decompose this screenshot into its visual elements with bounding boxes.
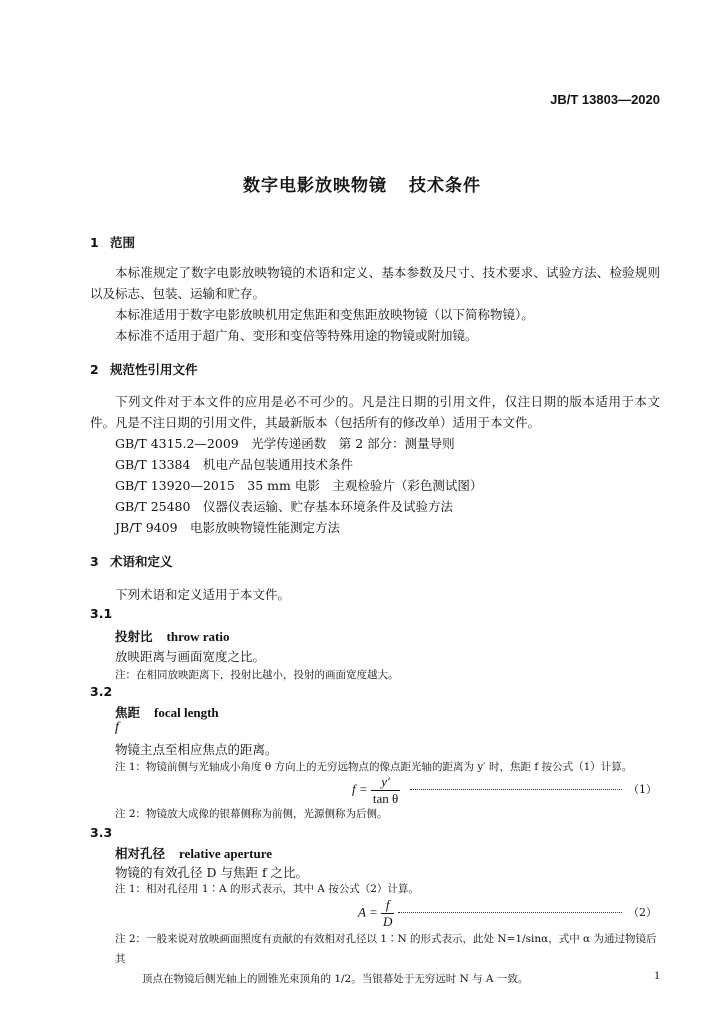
reference-item: GB/T 13384 机电产品包装通用技术条件: [115, 457, 353, 472]
formula-1: f = $\frac{y'}{\text{tan θ}}$: [352, 774, 399, 806]
standard-code: JB/T 13803—2020: [550, 92, 660, 107]
term-3-2-note-1: 注 1：物镜前侧与光轴成小角度 θ 方向上的无穷远物点的像点距光轴的距离为 y′ 时，焦距 f 按公式（1）计算。: [115, 761, 633, 773]
term-3-3-title: 相对孔径 relative aperture: [115, 846, 273, 861]
term-3-3-note-1: 注 1：相对孔径用 1∶A 的形式表示，其中 A 按公式（2）计算。: [115, 883, 419, 895]
section-1-paragraph-1: 本标准规定了数字电影放映物镜的术语和定义、基本参数及尺寸、技术要求、试验方法、检验规则以及标志、包装、运输和贮存。: [90, 265, 660, 301]
term-3-2-note-2: 注 2：物镜放大成像的银幕侧称为前侧，光源侧称为后侧。: [115, 808, 388, 820]
title-part-1: 数字电影放映物镜: [243, 176, 387, 196]
page-number: 1: [654, 968, 660, 982]
equation-number-1: （1）: [628, 783, 657, 796]
reference-item: GB/T 13920—2015 35 mm 电影 主观检验片（彩色测试图）: [115, 478, 483, 493]
title-part-2: 技术条件: [409, 176, 481, 196]
term-3-3-definition: 物镜的有效孔径 D 与焦距 f 之比。: [115, 865, 309, 880]
section-1-paragraph-2: 本标准适用于数字电影放映机用定焦距和变焦距放映物镜（以下简称物镜）。: [115, 307, 534, 322]
section-2-paragraph-1: 下列文件对于本文件的应用是必不可少的。凡是注日期的引用文件，仅注日期的版本适用于本文件。凡是不注日期的引用文件，其最新版本（包括所有的修改单）适用于本文件。: [90, 394, 660, 430]
section-1-paragraph-3: 本标准不适用于超广角、变形和变倍等特殊用途的物镜或附加镜。: [115, 328, 478, 343]
document-title: [0, 171, 724, 196]
section-1-heading: 1 范围: [90, 235, 136, 250]
term-3-2-symbol: f: [115, 720, 119, 735]
term-3-2-number: 3.2: [90, 684, 113, 699]
section-2-heading: 2 规范性引用文件: [90, 362, 198, 377]
term-3-1-definition: 放映距离与画面宽度之比。: [115, 649, 266, 664]
term-3-3-number: 3.3: [90, 825, 113, 840]
term-3-3-note-2: 注 2：一般来说对放映画面照度有贡献的有效相对孔径以 1∶N 的形式表示，此处 N=1/sinα，式中 α 为通过物镜后其 顶点在物镜后侧光轴上的圆锥光束顶角的 1/2。当银幕处于无穷远时 N 与 A 一致。: [115, 933, 657, 985]
formula-2: A = $\frac{f}{D}$: [358, 897, 393, 929]
term-3-1-title: 投射比 throw ratio: [115, 629, 230, 644]
reference-item: GB/T 4315.2—2009 光学传递函数 第 2 部分：测量导则: [115, 436, 455, 451]
term-3-1-note: 注：在相同放映距离下，投射比越小，投射的画面宽度越大。: [115, 669, 399, 681]
term-3-2-definition: 物镜主点至相应焦点的距离。: [115, 742, 278, 757]
term-3-1-number: 3.1: [90, 606, 113, 621]
reference-item: GB/T 25480 仪器仪表运输、贮存基本环境条件及试验方法: [115, 499, 453, 514]
leader-dots: [398, 912, 622, 913]
section-3-heading: 3 术语和定义: [90, 554, 173, 569]
leader-dots: [410, 789, 622, 790]
section-3-intro: 下列术语和定义适用于本文件。: [115, 587, 291, 602]
term-3-2-title: 焦距 focal length: [115, 705, 219, 720]
reference-item: JB/T 9409 电影放映物镜性能测定方法: [115, 520, 341, 535]
equation-number-2: （2）: [628, 906, 657, 919]
